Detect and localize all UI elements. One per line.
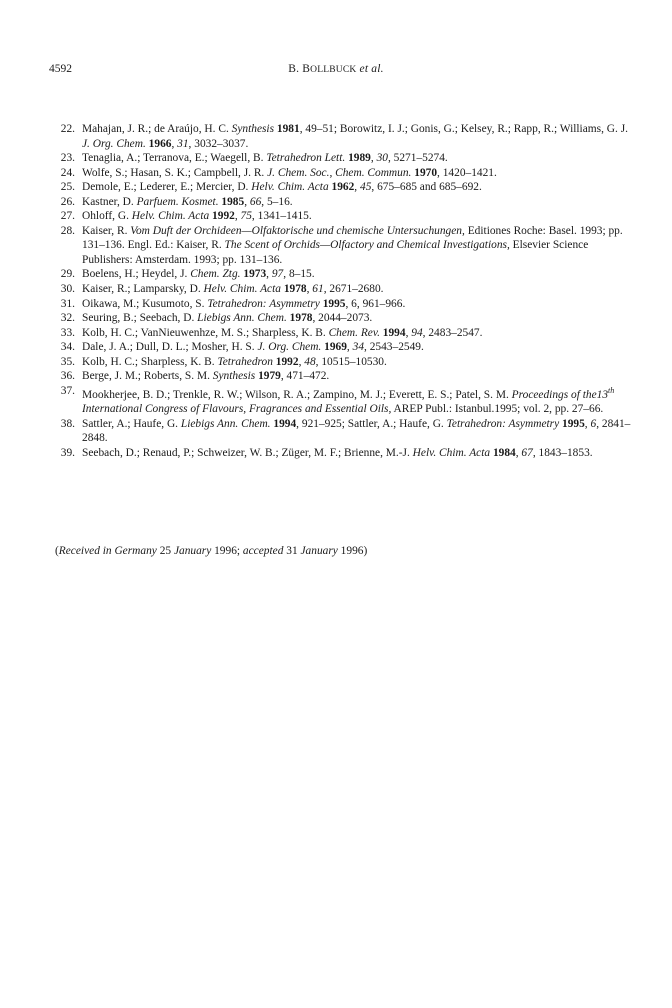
reference-segment: Demole, E.; Lederer, E.; Mercier, D. bbox=[82, 181, 252, 194]
reference-text bbox=[82, 384, 633, 417]
reference-segment: Kolb, H. C.; Sharpless, K. B. bbox=[82, 355, 218, 368]
reference-segment: Tetrahedron: Asymmetry bbox=[207, 297, 320, 310]
reference-segment: 1989 bbox=[348, 152, 371, 165]
reference-segment: 1994 bbox=[382, 326, 406, 339]
reference-segment: 94 bbox=[411, 326, 423, 339]
reference-item bbox=[55, 267, 633, 282]
accepted-phrase: accepted bbox=[242, 545, 284, 557]
reference-segment: , bbox=[515, 446, 522, 459]
reference-number: 37. bbox=[60, 384, 75, 397]
reference-segment: , 8–15. bbox=[283, 268, 315, 281]
reference-segment: , bbox=[405, 326, 412, 339]
reference-segment: J. Chem. Soc., Chem. Commun. bbox=[267, 166, 412, 179]
reference-item bbox=[55, 297, 633, 312]
reference-segment: Helv. Chim. Acta bbox=[203, 283, 281, 296]
page-number: 4592 bbox=[49, 63, 72, 75]
reference-text bbox=[82, 417, 633, 446]
reference-segment: Mahajan, J. R.; de Araújo, H. C. bbox=[82, 123, 232, 135]
reference-segment: Seebach, D.; Renaud, P.; Schweizer, W. B.; Züger, M. F.; Brienne, M.-J. bbox=[82, 446, 413, 459]
reference-segment: J. Org. Chem. bbox=[82, 137, 146, 150]
reference-item bbox=[55, 355, 633, 370]
reference-segment: th bbox=[608, 385, 615, 395]
reference-segment: 1992 bbox=[212, 210, 235, 223]
reference-segment: 1962 bbox=[331, 181, 355, 194]
reference-segment: , bbox=[298, 355, 305, 368]
reference-segment: , 6, 961–966. bbox=[345, 297, 406, 310]
reference-segment: 1985 bbox=[221, 195, 245, 208]
reference-segment: , 1341–1415. bbox=[251, 210, 312, 223]
reference-segment: J. Org. Chem. bbox=[257, 341, 322, 354]
reference-segment: , bbox=[244, 195, 250, 208]
reference-number: 28. bbox=[60, 224, 75, 237]
reference-item bbox=[55, 417, 633, 446]
reference-segment: 61 bbox=[312, 283, 324, 296]
reference-text bbox=[82, 282, 633, 297]
reference-segment: Parfuem. Kosmet. bbox=[136, 195, 219, 208]
reference-text bbox=[82, 355, 633, 370]
reference-segment: , bbox=[306, 283, 313, 296]
accepted-year: 1996) bbox=[337, 545, 368, 557]
reference-segment: Oikawa, M.; Kusumoto, S. bbox=[82, 297, 208, 310]
reference-number: 27. bbox=[60, 210, 75, 223]
reference-segment: , 10515–10530. bbox=[315, 355, 387, 368]
reference-text bbox=[82, 195, 633, 210]
reference-segment: 1966 bbox=[148, 137, 172, 150]
reference-segment: 1970 bbox=[414, 166, 438, 179]
reference-number: 32. bbox=[60, 312, 75, 325]
reference-text bbox=[82, 151, 633, 166]
reference-number: 34. bbox=[60, 341, 75, 354]
reference-segment: , 921–925; Sattler, A.; Haufe, G. bbox=[296, 417, 447, 430]
reference-segment: The Scent of Orchids—Olfactory and Chemical Investigations, bbox=[224, 239, 510, 252]
reference-text bbox=[82, 340, 633, 355]
reference-segment: 1978 bbox=[289, 312, 313, 325]
reference-text bbox=[82, 311, 633, 326]
reference-segment: 48 bbox=[304, 355, 316, 368]
reference-number: 33. bbox=[60, 326, 75, 339]
reference-segment: 31 bbox=[177, 137, 189, 150]
reference-number: 22. bbox=[60, 123, 75, 135]
reference-segment: 75 bbox=[240, 210, 252, 223]
reference-segment: 1979 bbox=[258, 370, 281, 383]
reference-item bbox=[55, 166, 633, 181]
reference-segment: 97 bbox=[271, 268, 284, 281]
reference-segment: Wolfe, S.; Hasan, S. K.; Campbell, J. R. bbox=[82, 166, 268, 179]
reference-text bbox=[82, 209, 633, 224]
reference-item bbox=[55, 282, 633, 297]
reference-segment: Helv. Chim. Acta bbox=[131, 210, 210, 223]
reference-item bbox=[55, 326, 633, 341]
reference-segment: , bbox=[584, 417, 591, 430]
reference-segment: Sattler, A.; Haufe, G. bbox=[82, 417, 181, 430]
reference-segment: Proceedings of the13 bbox=[511, 388, 609, 401]
reference-segment: , 5271–5274. bbox=[387, 152, 448, 165]
received-phrase: Received in Germany bbox=[58, 545, 157, 557]
reference-number: 39. bbox=[60, 446, 75, 459]
reference-segment: Synthesis bbox=[212, 370, 256, 383]
reference-segment: Kaiser, R. bbox=[82, 224, 131, 237]
reference-number: 36. bbox=[60, 370, 75, 383]
reference-segment: 1995 bbox=[322, 297, 346, 310]
reference-segment: 1973 bbox=[243, 268, 267, 281]
reference-item bbox=[55, 340, 633, 355]
reference-segment: Helv. Chim. Acta bbox=[412, 446, 491, 459]
running-head-author-smallcaps: OLLBUCK bbox=[310, 65, 357, 75]
reference-segment: 66 bbox=[249, 195, 262, 208]
reference-segment: , 1843–1853. bbox=[532, 446, 593, 459]
reference-segment: 1994 bbox=[273, 417, 297, 430]
reference-segment: , bbox=[266, 268, 272, 281]
reference-item bbox=[55, 209, 633, 224]
reference-segment: Chem. Ztg. bbox=[190, 268, 241, 281]
reference-number: 38. bbox=[60, 417, 75, 430]
running-head-et-al: et al. bbox=[356, 63, 384, 75]
reference-segment: , 5–16. bbox=[261, 195, 293, 208]
reference-item bbox=[55, 122, 633, 151]
reference-text bbox=[82, 267, 633, 282]
reference-number: 29. bbox=[60, 268, 75, 281]
reference-number: 24. bbox=[60, 166, 75, 179]
reference-segment: , 675–685 and 685–692. bbox=[371, 181, 482, 194]
reference-text bbox=[82, 369, 633, 384]
reference-item bbox=[55, 224, 633, 268]
reference-text bbox=[82, 326, 633, 341]
reference-segment: Chem. Rev. bbox=[328, 326, 380, 339]
reference-segment: 67 bbox=[521, 446, 533, 459]
reference-segment: Kastner, D. bbox=[82, 195, 137, 208]
received-note bbox=[55, 545, 615, 557]
reference-number: 30. bbox=[60, 283, 75, 296]
reference-segment: Helv. Chim. Acta bbox=[251, 181, 329, 194]
reference-segment: 1984 bbox=[492, 446, 516, 459]
reference-item bbox=[55, 151, 633, 166]
received-year: 1996; bbox=[211, 545, 243, 557]
reference-item bbox=[55, 369, 633, 384]
reference-segment: , bbox=[346, 341, 353, 354]
reference-item bbox=[55, 180, 633, 195]
reference-segment: , 49–51; Borowitz, I. J.; Gonis, G.; Kelsey, R.; Rapp, R.; Williams, G. J. bbox=[299, 123, 628, 135]
reference-segment: 34 bbox=[352, 341, 365, 354]
reference-number: 26. bbox=[60, 195, 75, 208]
reference-segment: , 471–472. bbox=[280, 370, 330, 383]
reference-segment: Seuring, B.; Seebach, D. bbox=[82, 312, 198, 325]
reference-segment: 1992 bbox=[275, 355, 299, 368]
reference-segment: , 2044–2073. bbox=[312, 312, 373, 325]
reference-text bbox=[82, 122, 633, 151]
accepted-date: 31 bbox=[283, 545, 301, 557]
running-head-author: B. B bbox=[288, 63, 311, 75]
reference-segment: , 2841–2848. bbox=[82, 417, 631, 445]
reference-item bbox=[55, 311, 633, 326]
reference-segment: Tetrahedron bbox=[217, 355, 273, 368]
reference-segment: , bbox=[354, 181, 360, 194]
reference-segment: Vom Duft der Orchideen—Olfaktorische und chemische Untersuchungen, bbox=[130, 224, 465, 237]
received-month: January bbox=[173, 545, 212, 557]
reference-segment: Kaiser, R.; Lamparsky, D. bbox=[82, 283, 204, 296]
reference-segment: 30 bbox=[376, 152, 388, 165]
reference-text bbox=[82, 446, 633, 461]
reference-segment: 45 bbox=[360, 181, 372, 194]
running-head bbox=[0, 63, 672, 75]
reference-segment: , 2483–2547. bbox=[422, 326, 483, 339]
page-header bbox=[0, 63, 672, 81]
reference-list bbox=[55, 122, 633, 460]
reference-segment: 1969 bbox=[324, 341, 347, 354]
reference-segment: Boelens, H.; Heydel, J. bbox=[82, 268, 191, 281]
reference-text bbox=[82, 224, 633, 268]
reference-text bbox=[82, 180, 633, 195]
reference-segment: Editiones Roche: Basel. 1993; pp. 131–136. Engl. Ed.: Kaiser, R. bbox=[82, 224, 623, 252]
reference-segment: , bbox=[370, 152, 377, 165]
reference-number: 31. bbox=[60, 297, 75, 310]
accepted-month: January bbox=[300, 545, 338, 557]
reference-segment: Liebigs Ann. Chem. bbox=[197, 312, 287, 325]
reference-segment: , 1420–1421. bbox=[437, 166, 497, 179]
reference-segment: 1995 bbox=[562, 417, 585, 430]
reference-segment: AREP Publ.: Istanbul.1995; vol. 2, pp. 27–66. bbox=[391, 403, 604, 416]
reference-segment: 1978 bbox=[283, 283, 307, 296]
reference-segment: Tetrahedron Lett. bbox=[266, 152, 346, 165]
reference-item bbox=[55, 384, 633, 417]
reference-segment: , 3032–3037. bbox=[188, 137, 249, 150]
reference-number: 23. bbox=[60, 152, 75, 165]
reference-number: 25. bbox=[60, 181, 75, 194]
reference-segment: 6 bbox=[590, 417, 597, 430]
reference-segment: Berge, J. M.; Roberts, S. M. bbox=[82, 370, 213, 383]
reference-item bbox=[55, 195, 633, 210]
reference-segment: Mookherjee, B. D.; Trenkle, R. W.; Wilson, R. A.; Zampino, M. J.; Everett, E. S.; Patel, S. M. bbox=[82, 388, 512, 401]
received-date: 25 bbox=[156, 545, 174, 557]
reference-segment: Dale, J. A.; Dull, D. L.; Mosher, H. S. bbox=[82, 341, 258, 354]
reference-segment: , 2671–2680. bbox=[323, 283, 384, 296]
received-open-paren: ( bbox=[55, 545, 59, 557]
reference-segment: , bbox=[171, 137, 178, 150]
reference-segment: , bbox=[234, 210, 241, 223]
reference-text bbox=[82, 166, 633, 181]
reference-item bbox=[55, 446, 633, 461]
reference-number: 35. bbox=[60, 355, 75, 368]
reference-segment: Kolb, H. C.; VanNieuwenhze, M. S.; Sharpless, K. B. bbox=[82, 326, 329, 339]
reference-text bbox=[82, 297, 633, 312]
reference-segment: Synthesis bbox=[231, 123, 275, 135]
reference-segment: Liebigs Ann. Chem. bbox=[180, 417, 271, 430]
reference-segment: Tetrahedron: Asymmetry bbox=[446, 417, 560, 430]
reference-segment: , 2543–2549. bbox=[364, 341, 424, 354]
reference-segment: Elsevier Science Publishers: Amsterdam. 1993; pp. 131–136. bbox=[82, 239, 589, 266]
reference-segment: 1981 bbox=[276, 123, 300, 135]
reference-segment: Tenaglia, A.; Terranova, E.; Waegell, B. bbox=[82, 152, 267, 165]
reference-segment: International Congress of Flavours, Fragrances and Essential Oils, bbox=[82, 403, 392, 416]
reference-segment: Ohloff, G. bbox=[82, 210, 132, 223]
